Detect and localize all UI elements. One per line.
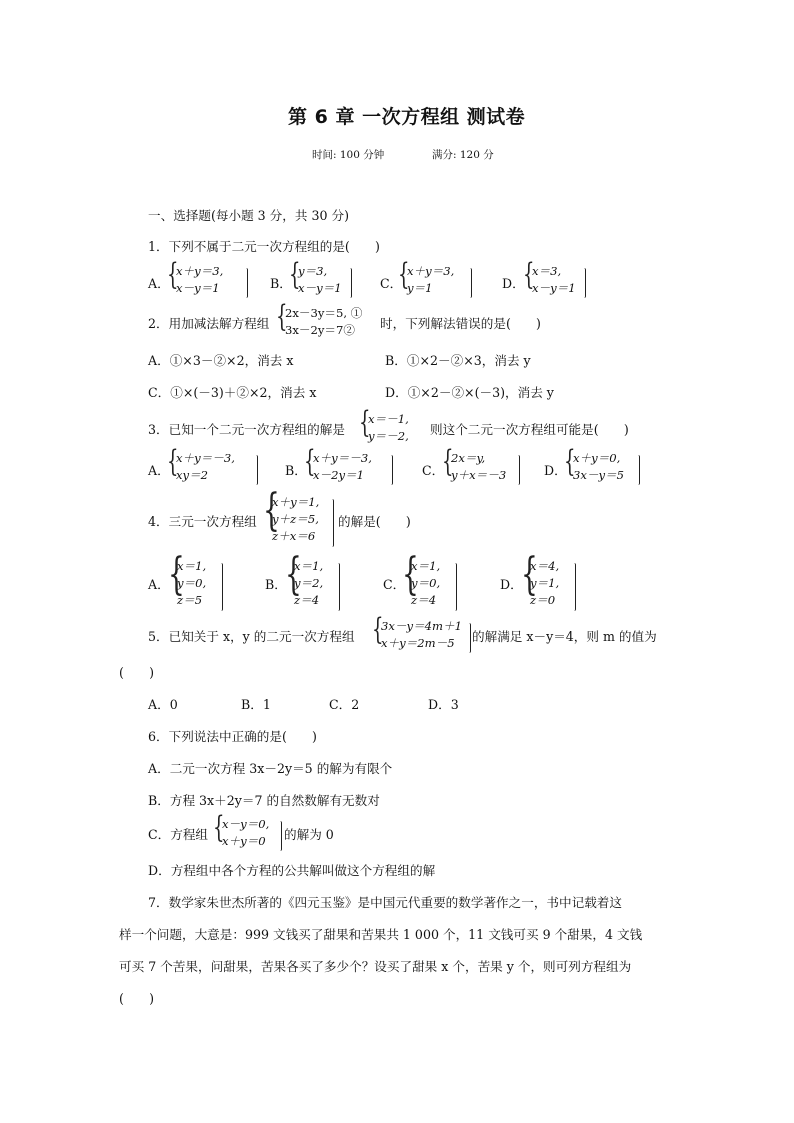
question-3-stem-post: 则这个二元一次方程组可能是( ) xyxy=(430,422,629,437)
equation-line: 3x－2y＝7② xyxy=(285,323,355,337)
q4-option-d-label: D． xyxy=(500,577,523,592)
right-bracket xyxy=(280,821,282,851)
question-7-line-1: 7．数学家朱世杰所著的《四元玉鉴》是中国元代重要的数学著作之一，书中记载着这 xyxy=(148,895,622,910)
left-brace: { xyxy=(168,549,185,600)
equation-line: x＋y＝0 xyxy=(222,834,266,848)
equation-line: x＝1, xyxy=(177,559,207,573)
left-brace: { xyxy=(167,257,179,292)
equation-line: x＋y＝3, xyxy=(176,264,224,278)
question-6-stem: 6．下列说法中正确的是( ) xyxy=(148,729,317,744)
equation-line: y＋z＝5, xyxy=(272,512,319,526)
left-brace: { xyxy=(523,257,535,292)
equation-line: x＋y＝－3, xyxy=(313,451,372,465)
equation-line: z＝4 xyxy=(411,593,437,607)
right-bracket xyxy=(455,563,457,611)
q6-option-c-pre: C．方程组 xyxy=(148,827,209,842)
equation-line: y＝－2, xyxy=(368,429,409,443)
question-1-stem: 1．下列不属于二元一次方程组的是( ) xyxy=(148,239,380,254)
q1-option-b-label: B． xyxy=(270,276,292,291)
left-brace: { xyxy=(398,257,410,292)
right-bracket xyxy=(332,499,334,547)
q2-option-d: D．①×2－②×(－3)，消去 y xyxy=(385,385,554,400)
right-bracket xyxy=(391,455,393,485)
left-brace: { xyxy=(213,810,225,845)
equation-line: x＋y＝－3, xyxy=(176,451,235,465)
q6-option-c-post: 的解为 0 xyxy=(284,827,334,842)
equation-line: x－2y＝1 xyxy=(313,468,365,482)
equation-line: z＝5 xyxy=(177,593,203,607)
left-brace: { xyxy=(276,299,288,334)
equation-line: y＝0, xyxy=(177,576,207,590)
right-bracket xyxy=(470,268,472,298)
left-brace: { xyxy=(521,549,538,600)
q4-option-c-label: C． xyxy=(383,577,406,592)
q1-option-c-label: C． xyxy=(380,276,403,291)
equation-line: x－y＝1 xyxy=(298,281,342,295)
q1-option-a-label: A． xyxy=(148,276,170,291)
question-7-line-2: 样一个问题，大意是：999 文钱买了甜果和苦果共 1 000 个，11 文钱可买 9 个甜果，4 文钱 xyxy=(119,927,643,942)
q5-option-a: A．0 xyxy=(148,697,178,712)
equation-line: y＝1, xyxy=(530,576,560,590)
left-brace: { xyxy=(263,485,280,536)
question-3-stem-pre: 3．已知一个二元一次方程组的解是 xyxy=(148,422,345,437)
question-7-line-3: 可买 7 个苦果，问甜果，苦果各买了多少个？设买了甜果 x 个，苦果 y 个，则可列方程组为 xyxy=(119,959,632,974)
equation-line: x－y＝1 xyxy=(532,281,576,295)
question-5-stem-pre: 5．已知关于 x，y 的二元一次方程组 xyxy=(148,629,355,644)
full-score: 满分: 120 分 xyxy=(432,149,494,161)
equation-line: y＝2, xyxy=(294,576,324,590)
right-bracket xyxy=(350,268,352,298)
equation-line: z＝0 xyxy=(530,593,556,607)
right-bracket xyxy=(469,623,471,653)
left-brace: { xyxy=(304,444,316,479)
q2-option-c: C．①×(－3)＋②×2，消去 x xyxy=(148,385,317,400)
equation-line: y＝3, xyxy=(298,264,328,278)
equation-line: y＋x＝－3 xyxy=(451,468,507,482)
equation-line: x＋y＝0, xyxy=(573,451,621,465)
question-2-stem-pre: 2．用加减法解方程组 xyxy=(148,316,270,331)
left-brace: { xyxy=(285,549,302,600)
q4-option-a-label: A． xyxy=(148,577,170,592)
left-brace: { xyxy=(372,612,384,647)
q6-option-a: A．二元一次方程 3x－2y＝5 的解为有限个 xyxy=(148,761,393,776)
q3-option-a-label: A． xyxy=(148,463,170,478)
q5-option-c: C．2 xyxy=(329,697,360,712)
equation-line: x＋y＝3, xyxy=(407,264,455,278)
equation-line: y＝0, xyxy=(411,576,441,590)
equation-line: xy＝2 xyxy=(176,468,209,482)
q6-option-d: D．方程组中各个方程的公共解叫做这个方程组的解 xyxy=(148,863,436,878)
left-brace: { xyxy=(289,257,301,292)
equation-line: y＝1 xyxy=(407,281,433,295)
page-title: 第 6 章 一次方程组 测试卷 xyxy=(288,106,526,128)
right-bracket xyxy=(638,455,640,485)
section-heading: 一、选择题(每小题 3 分，共 30 分) xyxy=(148,208,350,223)
right-bracket xyxy=(518,455,520,485)
left-brace: { xyxy=(442,444,454,479)
equation-line: x＋y＝1, xyxy=(272,495,320,509)
right-bracket xyxy=(584,268,586,298)
q2-option-a: A．①×3－②×2，消去 x xyxy=(148,353,294,368)
equation-line: x＋y＝2m－5 xyxy=(381,636,455,650)
q3-option-b-label: B． xyxy=(285,463,307,478)
q2-option-b: B．①×2－②×3，消去 y xyxy=(385,353,531,368)
question-4-stem-pre: 4．三元一次方程组 xyxy=(148,514,257,529)
equation-line: z＝4 xyxy=(294,593,320,607)
q5-option-b: B．1 xyxy=(241,697,271,712)
right-bracket xyxy=(246,268,248,298)
equation-line: x－y＝1 xyxy=(176,281,220,295)
right-bracket xyxy=(574,563,576,611)
left-brace: { xyxy=(402,549,419,600)
equation-line: 2x＝y, xyxy=(451,451,486,465)
equation-line: z＋x＝6 xyxy=(272,529,316,543)
question-5-stem-post: 的解满足 x－y＝4，则 m 的值为 xyxy=(472,629,657,644)
q6-option-b: B．方程 3x＋2y＝7 的自然数解有无数对 xyxy=(148,793,380,808)
equation-line: x＝1, xyxy=(411,559,441,573)
right-bracket xyxy=(338,563,340,611)
right-bracket xyxy=(256,455,258,485)
equation-line: x＝－1, xyxy=(368,412,409,426)
question-2-stem-post: 时，下列解法错误的是( ) xyxy=(380,316,541,331)
left-brace: { xyxy=(564,444,576,479)
right-bracket xyxy=(221,563,223,611)
q3-option-c-label: C． xyxy=(422,463,445,478)
question-5-paren: ( ) xyxy=(119,665,155,680)
equation-line: x＝1, xyxy=(294,559,324,573)
left-brace: { xyxy=(359,405,371,440)
equation-line: x＝4, xyxy=(530,559,560,573)
q4-option-b-label: B． xyxy=(265,577,287,592)
question-4-stem-post: 的解是( ) xyxy=(338,514,411,529)
equation-line: 2x－3y＝5, ① xyxy=(285,306,363,320)
q5-option-d: D．3 xyxy=(428,697,459,712)
time-limit: 时间: 100 分钟 xyxy=(312,149,385,161)
question-7-paren: ( ) xyxy=(119,991,155,1006)
q1-option-d-label: D． xyxy=(502,276,525,291)
equation-line: 3x－y＝5 xyxy=(573,468,625,482)
q3-option-d-label: D． xyxy=(544,463,567,478)
left-brace: { xyxy=(167,444,179,479)
equation-line: x＝3, xyxy=(532,264,562,278)
equation-line: 3x－y＝4m＋1 xyxy=(381,619,462,633)
equation-line: x－y＝0, xyxy=(222,817,270,831)
